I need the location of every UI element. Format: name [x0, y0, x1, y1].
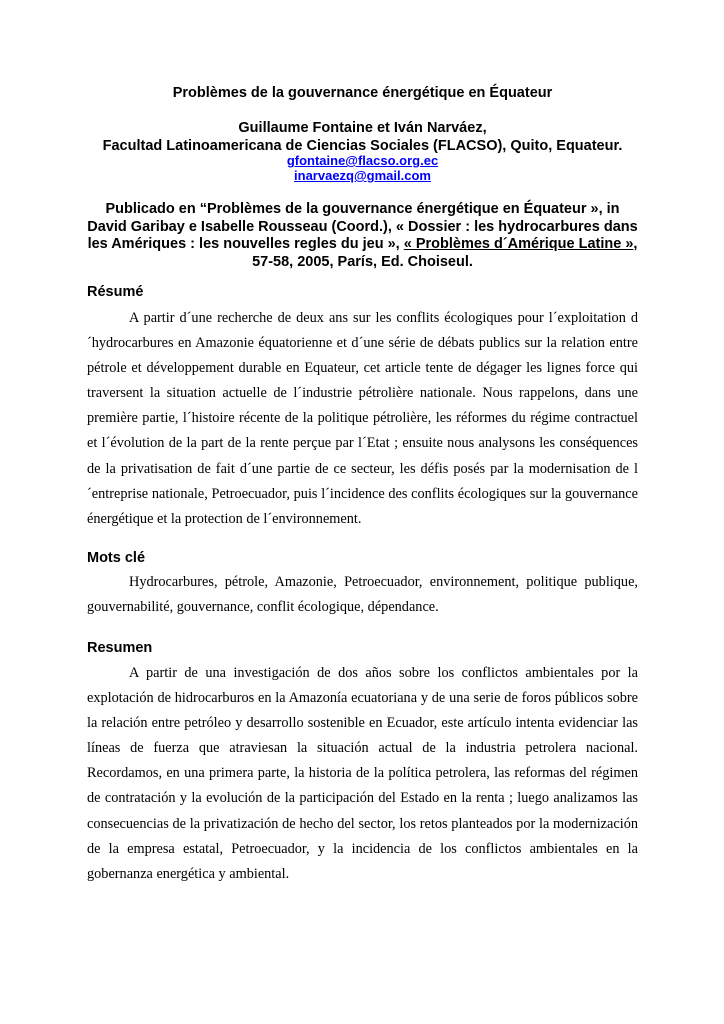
paper-title: Problèmes de la gouvernance énergétique en Équateur [172, 85, 553, 101]
email-link-fontaine[interactable]: gfontaine@flacso.org.ec [286, 153, 439, 168]
author-names: Guillaume Fontaine et Iván Narváez, [238, 120, 487, 136]
journal-title: « Problèmes d´Amérique Latine » [403, 236, 634, 252]
resume-heading: Résumé [87, 284, 144, 300]
publication-suffix: , 57-58, 2005, París, Ed. Choiseul. [252, 236, 638, 270]
email-list [87, 153, 638, 183]
publication-prefix: Publicado en “Problèmes de la gouvernance énergétique en Équateur », in David Garibay e Isabelle Rousseau (Coord.), « Dossier : les hydrocarbures dans les Amériques : les nouvelles regles du jeu », [87, 201, 638, 252]
author-affiliation: Facultad Latinoamericana de Ciencias Sociales (FLACSO), Quito, Equateur. [102, 138, 623, 154]
author-block [87, 119, 638, 155]
email-link-narvaez[interactable]: inarvaezq@gmail.com [294, 168, 431, 183]
resume-paragraph: A partir d´une recherche de deux ans sur les conflits écologiques pour l´exploitation d´hydrocarbures en Amazonie équatorienne et d´une série de débats publics sur la relation entre pétrole et développement durable en Equateur, cet article tente de dégager les lignes force qui traversent la situation actuelle de l´industrie pétrolière nationale. Nous rappelons, dans une première partie, l´histoire récente de la politique pétrolière, les réformes du régime contractuel et l´évolution de la part de la rente perçue par l´Etat ; ensuite nous analysons les conséquences de la privatisation de fait d´une partie de ce secteur, les défis posés par la modernisation de l´entreprise nationale, Petroecuador, puis l´incidence des conflits écologiques sur la gouvernance énergétique et la protection de l´environnement. [87, 310, 638, 527]
publication-info [87, 201, 638, 271]
resumen-heading: Resumen [87, 640, 153, 656]
mots-cle-paragraph: Hydrocarbures, pétrole, Amazonie, Petroecuador, environnement, politique publique, gouvernabilité, gouvernance, conflit écologique, dépendance. [87, 574, 638, 616]
mots-cle-heading: Mots clé [87, 550, 146, 566]
resumen-paragraph: A partir de una investigación de dos años sobre los conflictos ambientales por la explotación de hidrocarburos en la Amazonía ecuatoriana y de una serie de foros públicos sobre la relación entre petróleo y desarrollo sostenible en Ecuador, este artículo intenta evidenciar las líneas de fuerza que atraviesan la situación actual de la industria petrolera nacional. Recordamos, en una primera parte, la historia de la política petrolera, las reformas del régimen de contratación y la evolución de la participación del Estado en la renta ; luego analizamos las consecuencias de la privatización de hecho del sector, los retos planteados por la modernización de la empresa estatal, Petroecuador, y la incidencia de los conflictos ambientales en la gobernanza energética y ambiental. [87, 665, 638, 882]
